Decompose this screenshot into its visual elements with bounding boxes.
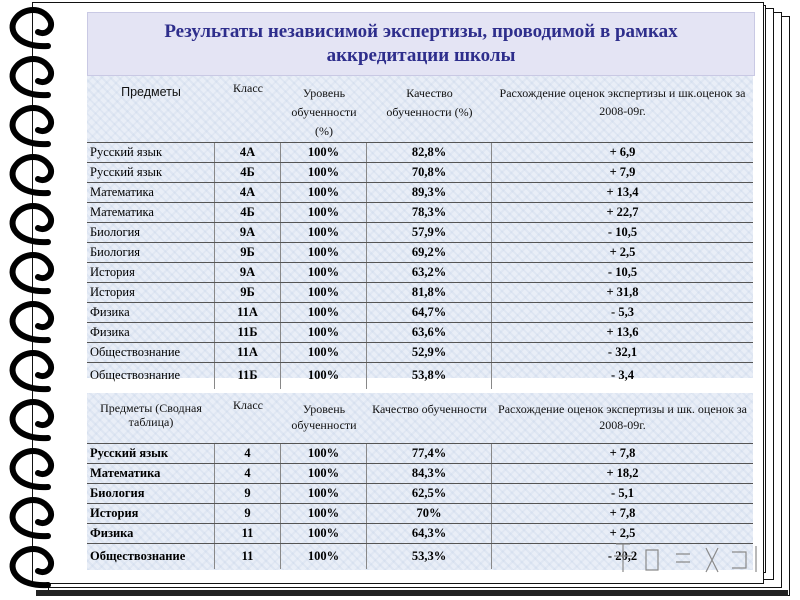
title-banner xyxy=(87,12,755,76)
cell-level: 100% xyxy=(281,183,367,202)
spiral-ring xyxy=(13,549,52,585)
table-body xyxy=(87,142,753,389)
cell-subject: Обществознание xyxy=(87,343,215,362)
cell-level: 100% xyxy=(281,363,367,389)
cell-level: 100% xyxy=(281,524,367,543)
summary-header-level: Уровень обученности xyxy=(291,402,357,432)
cell-quality: 53,3% xyxy=(367,544,492,569)
cell-level: 100% xyxy=(281,203,367,222)
spiral-ring xyxy=(13,59,52,95)
cell-subject: Обществознание xyxy=(87,363,215,389)
spiral-ring xyxy=(13,402,52,438)
table-row xyxy=(87,483,753,503)
header-level: Уровень обученности (%) xyxy=(291,86,357,138)
table-row xyxy=(87,202,753,222)
cell-level: 100% xyxy=(281,143,367,162)
cell-level: 100% xyxy=(281,303,367,322)
cell-diff: - 5,1 xyxy=(611,486,634,500)
cell-subject: Русский язык xyxy=(87,444,215,463)
table-row xyxy=(87,182,753,202)
cell-quality: 70,8% xyxy=(367,163,492,182)
cell-class: 4 xyxy=(215,444,281,463)
spiral-ring xyxy=(13,500,52,536)
spiral-binding-icon xyxy=(0,0,70,600)
cell-quality: 70% xyxy=(367,504,492,523)
cell-quality: 84,3% xyxy=(367,464,492,483)
cell-subject: История xyxy=(87,504,215,523)
cell-class: 4А xyxy=(215,143,281,162)
cell-diff: + 7,8 xyxy=(609,446,636,460)
cell-diff: - 10,5 xyxy=(607,225,638,239)
cell-class: 9А xyxy=(215,223,281,242)
cell-quality: 69,2% xyxy=(367,243,492,262)
cell-level: 100% xyxy=(281,504,367,523)
cell-class: 11 xyxy=(215,524,281,543)
cell-class: 9А xyxy=(215,263,281,282)
cell-class: 11А xyxy=(215,343,281,362)
cell-quality: 82,8% xyxy=(367,143,492,162)
cell-diff: + 13,4 xyxy=(606,185,639,199)
cell-class: 9Б xyxy=(215,283,281,302)
table-row xyxy=(87,322,753,342)
cell-subject: Обществознание xyxy=(87,544,215,569)
cell-diff: - 5,3 xyxy=(611,305,634,319)
table-row xyxy=(87,162,753,182)
cell-class: 11Б xyxy=(215,323,281,342)
page-shadow xyxy=(36,590,788,596)
cell-quality: 52,9% xyxy=(367,343,492,362)
cell-level: 100% xyxy=(281,464,367,483)
spiral-ring xyxy=(13,10,52,46)
summary-header-quality: Качество обученности xyxy=(372,402,487,416)
header-quality: Качество обученности (%) xyxy=(386,86,473,119)
cell-class: 4Б xyxy=(215,203,281,222)
cell-level: 100% xyxy=(281,444,367,463)
cell-class: 11Б xyxy=(215,363,281,389)
cell-diff: + 6,9 xyxy=(609,145,636,159)
summary-header-subject: Предметы (Сводная таблица) xyxy=(100,401,202,429)
summary-header-class: Класс xyxy=(233,398,263,412)
table-row xyxy=(87,443,753,463)
cell-subject: Математика xyxy=(87,183,215,202)
cell-level: 100% xyxy=(281,223,367,242)
cell-diff: + 13,6 xyxy=(606,325,639,339)
table-row xyxy=(87,142,753,162)
cell-subject: Математика xyxy=(87,464,215,483)
cell-subject: Физика xyxy=(87,303,215,322)
spiral-ring xyxy=(13,451,52,487)
spiral-ring xyxy=(13,108,52,144)
cell-subject: Биология xyxy=(87,223,215,242)
cell-quality: 78,3% xyxy=(367,203,492,222)
cell-diff: + 22,7 xyxy=(606,205,639,219)
cell-level: 100% xyxy=(281,323,367,342)
cell-class: 9 xyxy=(215,484,281,503)
header-diff: Расхождение оценок экспертизы и шк.оценок за 2008-09г. xyxy=(499,86,746,118)
cell-diff: - 32,1 xyxy=(607,345,638,359)
results-table xyxy=(87,76,753,382)
cell-diff: + 31,8 xyxy=(606,285,639,299)
cell-level: 100% xyxy=(281,243,367,262)
header-class: Класс xyxy=(233,81,263,95)
cell-level: 100% xyxy=(281,544,367,569)
cell-quality: 64,7% xyxy=(367,303,492,322)
cell-quality: 81,8% xyxy=(367,283,492,302)
spiral-ring xyxy=(13,206,52,242)
cell-diff: + 18,2 xyxy=(606,466,639,480)
cell-diff: - 20,2 xyxy=(607,549,638,563)
spiral-ring xyxy=(13,353,52,389)
cell-diff: + 2,5 xyxy=(609,245,636,259)
cell-diff: + 7,8 xyxy=(609,506,636,520)
cell-class: 4Б xyxy=(215,163,281,182)
header-subject: Предметы xyxy=(121,85,181,99)
table-row xyxy=(87,463,753,483)
cell-class: 9 xyxy=(215,504,281,523)
cell-diff: - 10,5 xyxy=(607,265,638,279)
table-row xyxy=(87,362,753,389)
table-row xyxy=(87,503,753,523)
cell-level: 100% xyxy=(281,263,367,282)
cell-quality: 62,5% xyxy=(367,484,492,503)
spiral-ring xyxy=(13,157,52,193)
cell-subject: Биология xyxy=(87,484,215,503)
cell-quality: 89,3% xyxy=(367,183,492,202)
cell-class: 4А xyxy=(215,183,281,202)
cell-class: 9Б xyxy=(215,243,281,262)
cell-quality: 63,2% xyxy=(367,263,492,282)
cell-subject: Русский язык xyxy=(87,163,215,182)
cell-class: 11А xyxy=(215,303,281,322)
cell-subject: Биология xyxy=(87,243,215,262)
cell-quality: 63,6% xyxy=(367,323,492,342)
table-row xyxy=(87,282,753,302)
cell-subject: Русский язык xyxy=(87,143,215,162)
cell-class: 4 xyxy=(215,464,281,483)
stamp-mark-icon xyxy=(606,536,766,576)
page-title: Результаты независимой экспертизы, проводимой в рамках аккредитации школы xyxy=(164,21,678,66)
cell-subject: Математика xyxy=(87,203,215,222)
table-row xyxy=(87,262,753,282)
table-row xyxy=(87,222,753,242)
cell-subject: Физика xyxy=(87,323,215,342)
cell-level: 100% xyxy=(281,343,367,362)
cell-quality: 77,4% xyxy=(367,444,492,463)
cell-level: 100% xyxy=(281,484,367,503)
cell-level: 100% xyxy=(281,283,367,302)
cell-subject: Физика xyxy=(87,524,215,543)
cell-quality: 53,8% xyxy=(367,363,492,389)
cell-diff: + 2,5 xyxy=(609,526,636,540)
table-row xyxy=(87,242,753,262)
cell-subject: История xyxy=(87,263,215,282)
summary-header-diff: Расхождение оценок экспертизы и шк. оценок за 2008-09г. xyxy=(498,402,747,432)
cell-diff: + 7,9 xyxy=(609,165,636,179)
cell-subject: История xyxy=(87,283,215,302)
table-row xyxy=(87,302,753,322)
cell-level: 100% xyxy=(281,163,367,182)
cell-quality: 57,9% xyxy=(367,223,492,242)
summary-table-header xyxy=(87,393,753,443)
table-row xyxy=(87,342,753,362)
table-header xyxy=(87,76,753,142)
spiral-ring xyxy=(13,255,52,291)
cell-diff: - 3,4 xyxy=(611,368,634,382)
cell-class: 11 xyxy=(215,544,281,569)
spiral-ring xyxy=(13,304,52,340)
cell-quality: 64,3% xyxy=(367,524,492,543)
